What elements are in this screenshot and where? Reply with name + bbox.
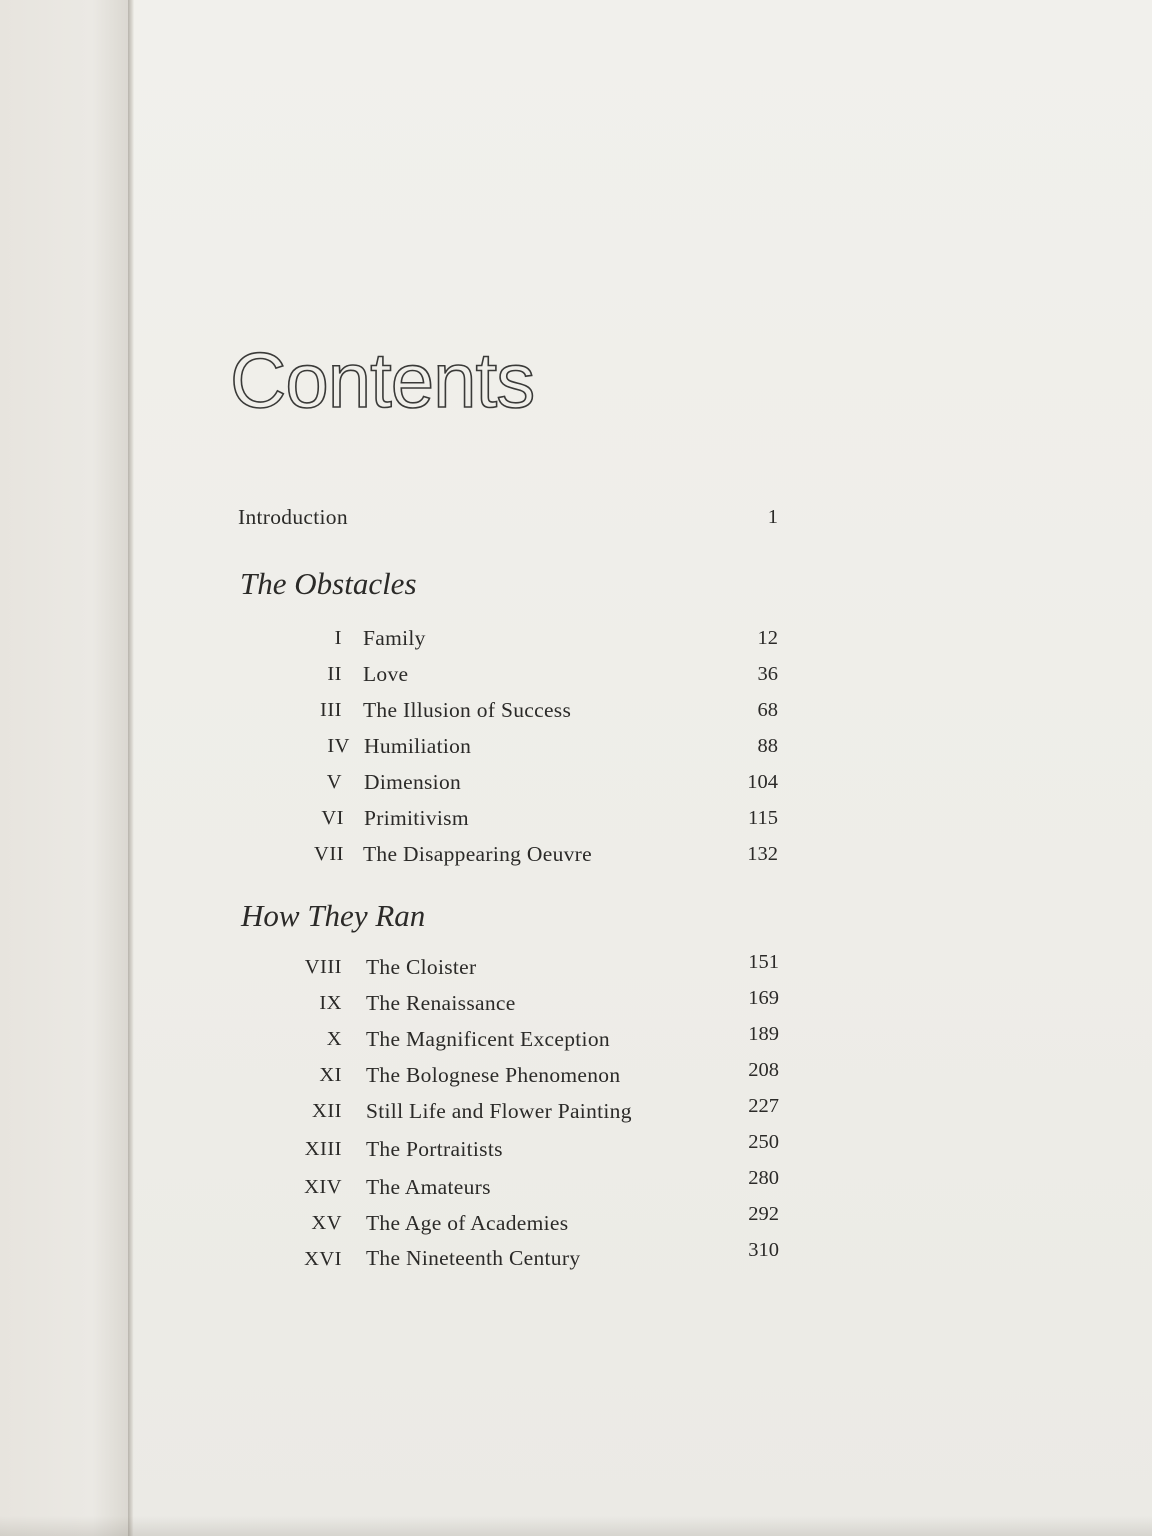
chapter-number: XIII	[304, 1138, 342, 1160]
chapter-title: The Nineteenth Century	[366, 1246, 581, 1270]
chapter-title: Primitivism	[364, 806, 469, 830]
chapter-title: The Portraitists	[366, 1137, 503, 1161]
chapter-page: 208	[748, 1059, 779, 1081]
chapter-title: The Age of Academies	[366, 1211, 569, 1235]
chapter-title: Humiliation	[364, 734, 472, 758]
chapter-page: 292	[748, 1203, 779, 1225]
part-heading: How They Ran	[241, 898, 426, 933]
chapter-page: 115	[748, 807, 778, 829]
chapter-title: Still Life and Flower Painting	[366, 1099, 632, 1123]
chapter-title: The Renaissance	[366, 991, 516, 1015]
chapter-title: Love	[363, 662, 409, 686]
chapter-number: XI	[319, 1064, 342, 1086]
chapter-number: VI	[321, 807, 344, 829]
chapter-number: X	[326, 1028, 342, 1050]
chapter-page: 104	[747, 771, 778, 793]
chapter-page: 36	[757, 663, 778, 685]
chapter-page: 227	[748, 1095, 779, 1117]
chapter-title: The Magnificent Exception	[366, 1027, 610, 1051]
contents-heading: Contents	[230, 336, 535, 424]
chapter-number: XVI	[304, 1248, 342, 1270]
chapter-page: 68	[757, 699, 778, 721]
chapter-title: The Disappearing Oeuvre	[363, 842, 592, 866]
page-shadow	[0, 1516, 1152, 1536]
chapter-number: VII	[314, 843, 344, 865]
chapter-number: VIII	[304, 956, 342, 978]
chapter-number: II	[327, 663, 342, 685]
chapter-number: V	[326, 771, 342, 793]
chapter-number: I	[334, 627, 342, 649]
chapter-title: The Cloister	[366, 955, 477, 979]
chapter-number: XII	[312, 1100, 342, 1122]
contents-page	[134, 0, 1152, 1536]
facing-page	[0, 0, 132, 1536]
chapter-number: IX	[319, 992, 342, 1014]
chapter-page: 169	[748, 987, 779, 1009]
chapter-number: XIV	[304, 1176, 342, 1198]
chapter-number: III	[320, 699, 342, 721]
chapter-page: 132	[747, 843, 778, 865]
chapter-page: 250	[748, 1131, 779, 1153]
chapter-title: Dimension	[364, 770, 462, 794]
toc-entry-page: 1	[767, 506, 778, 528]
chapter-page: 310	[748, 1239, 779, 1261]
chapter-number: IV	[327, 735, 350, 757]
chapter-page: 151	[748, 951, 779, 973]
chapter-title: The Illusion of Success	[363, 698, 572, 722]
chapter-page: 280	[748, 1167, 779, 1189]
chapter-title: The Amateurs	[366, 1175, 491, 1199]
chapter-title: Family	[363, 626, 426, 650]
chapter-page: 12	[757, 627, 778, 649]
chapter-number: XV	[311, 1212, 342, 1234]
chapter-title: The Bolognese Phenomenon	[366, 1063, 621, 1087]
chapter-page: 189	[748, 1023, 779, 1045]
chapter-page: 88	[757, 735, 778, 757]
toc-entry-title: Introduction	[238, 505, 348, 529]
part-heading: The Obstacles	[240, 566, 417, 601]
